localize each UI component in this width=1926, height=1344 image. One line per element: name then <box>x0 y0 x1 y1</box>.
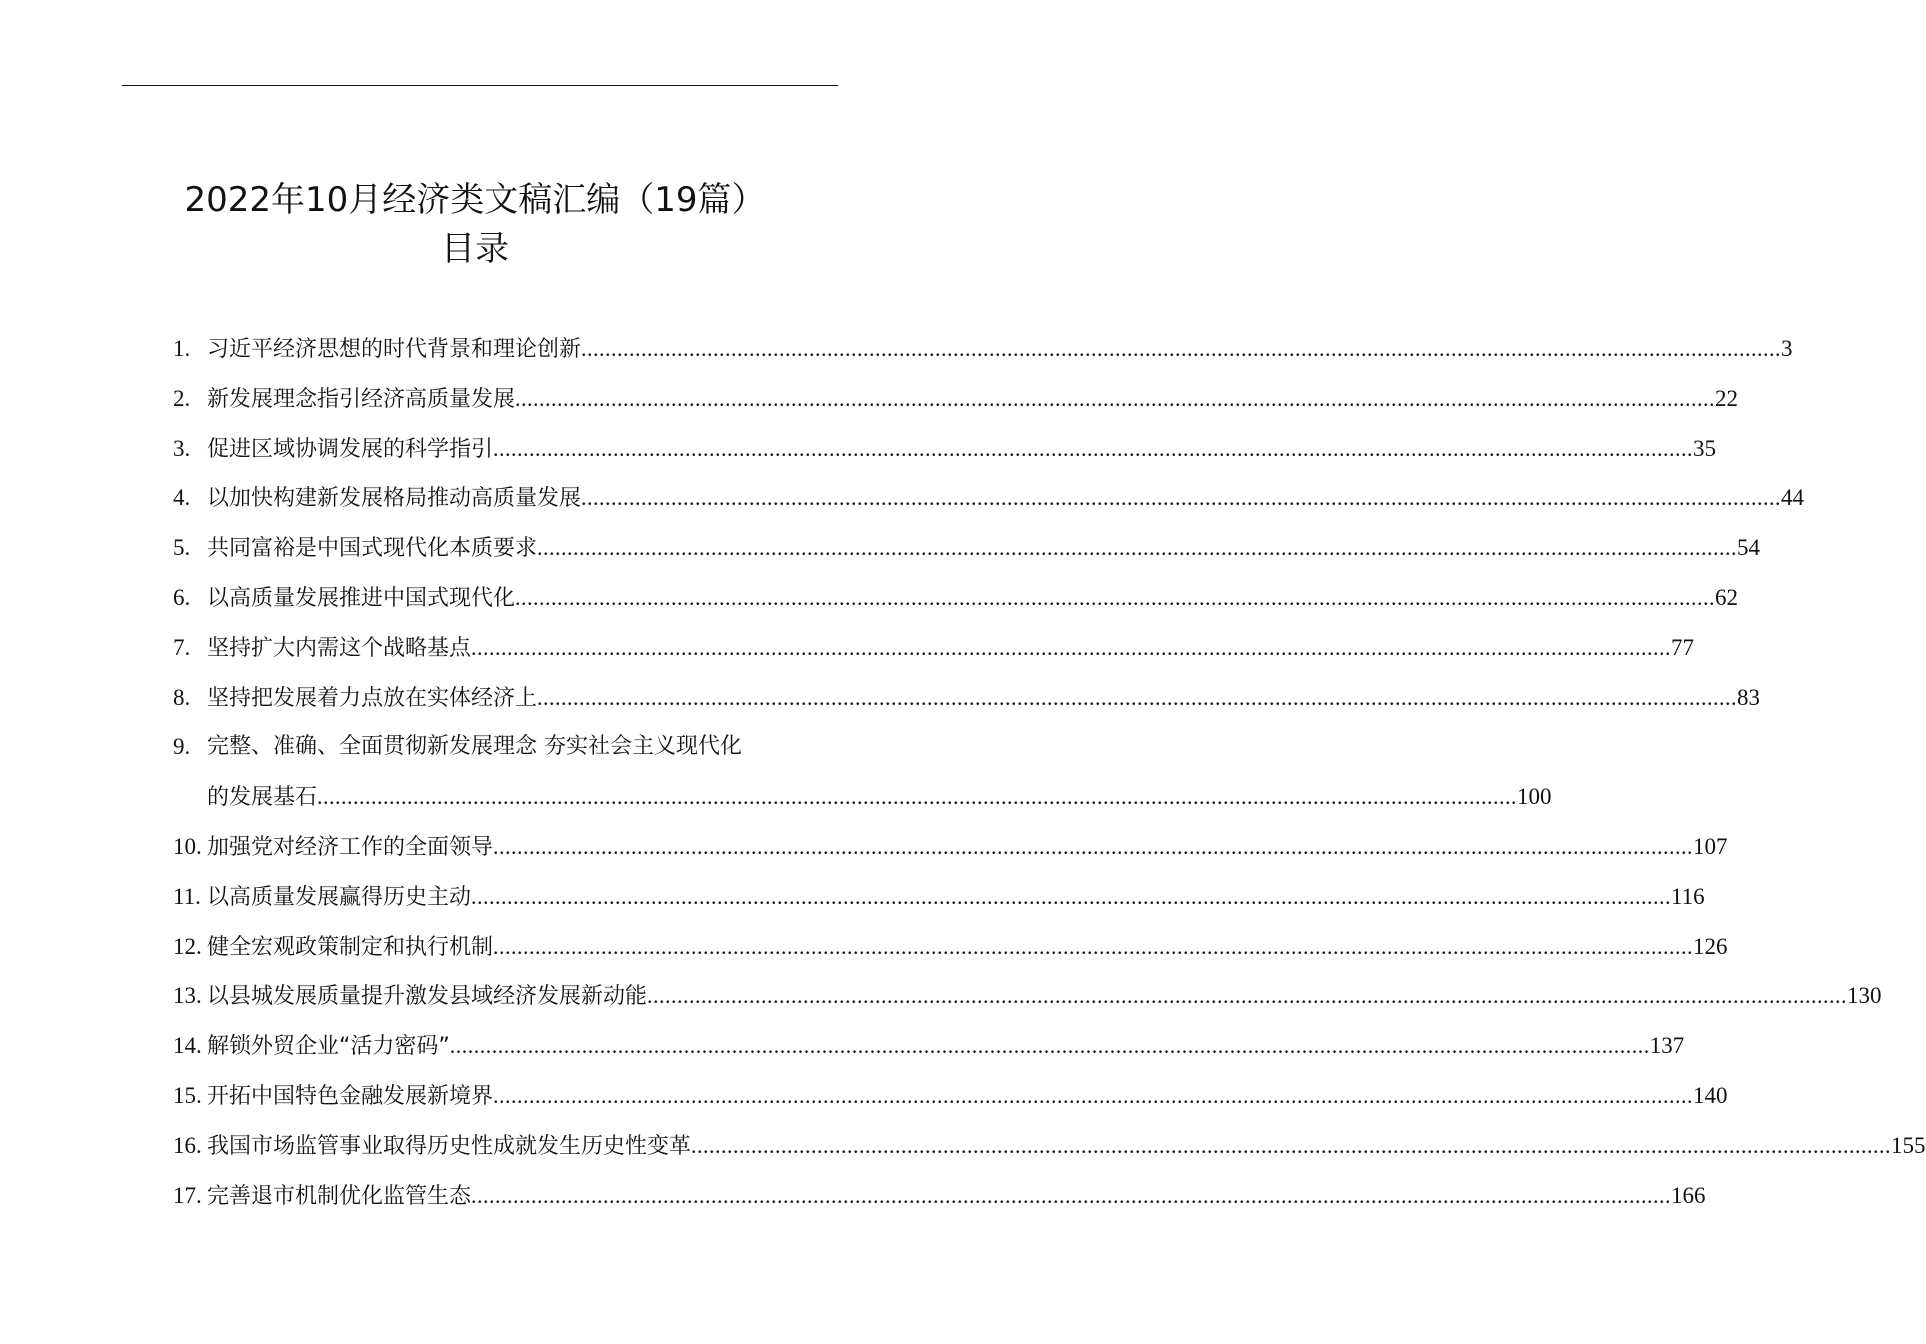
toc-entry[interactable] <box>173 681 1761 715</box>
toc-entry-number: 5. <box>173 535 191 561</box>
toc-entry[interactable] <box>173 382 1739 416</box>
toc-entry-number: 13. <box>173 983 202 1009</box>
toc-entry-title: 加强党对经济工作的全面领导 <box>207 835 494 860</box>
toc-entry-title: 的发展基石 <box>207 785 318 811</box>
toc-leader-dots: ........................................................................................................................................................................................................ <box>537 535 1738 561</box>
toc-entry-title: 共同富裕是中国式现代化本质要求 <box>207 536 538 562</box>
toc-leader-dots: ........................................................................................................................................................................................................ <box>493 435 1694 461</box>
toc-entry[interactable] <box>173 1179 1706 1213</box>
toc-leader-dots: ........................................................................................................................................................................................................ <box>449 1033 1650 1059</box>
toc-leader-dots: ........................................................................................................................................................................................................ <box>515 585 1716 610</box>
toc-entry-number: 8. <box>173 684 191 710</box>
toc-entry-page: 107 <box>1693 834 1728 859</box>
toc-entry-page: 62 <box>1715 585 1739 610</box>
toc-entry-number: 16. <box>173 1132 202 1158</box>
toc-entry[interactable] <box>173 1029 1685 1063</box>
toc-entry-page: 22 <box>1715 385 1739 411</box>
toc-entry[interactable] <box>173 780 1552 814</box>
toc-entry[interactable] <box>173 830 1728 864</box>
toc-entry-page: 54 <box>1737 535 1761 561</box>
toc-leader-dots: ........................................................................................................................................................................................................ <box>493 1083 1694 1108</box>
toc-entry-title: 完善退市机制优化监管生态 <box>207 1183 472 1209</box>
toc-entry-title: 以高质量发展推进中国式现代化 <box>207 586 516 611</box>
toc-entry-number: 15. <box>173 1083 202 1108</box>
toc-entry[interactable] <box>173 531 1761 565</box>
toc-entry[interactable] <box>173 1129 1926 1163</box>
toc-leader-dots: ........................................................................................................................................................................................................ <box>515 385 1716 411</box>
toc-entry-number: 3. <box>173 435 191 461</box>
toc-entry-title: 坚持扩大内需这个战略基点 <box>207 635 472 661</box>
toc-entry-title: 以高质量发展赢得历史主动 <box>207 884 472 910</box>
toc-entry-number: 2. <box>173 385 191 411</box>
toc-entry-number: 6. <box>173 585 191 610</box>
toc-entry-page: 126 <box>1693 933 1728 959</box>
toc-entry-number: 17. <box>173 1182 202 1208</box>
toc-leader-dots: ........................................................................................................................................................................................................ <box>647 983 1848 1009</box>
toc-entry-page: 155 <box>1891 1132 1926 1158</box>
toc-leader-dots: ........................................................................................................................................................................................................ <box>691 1132 1892 1158</box>
toc-leader-dots: ........................................................................................................................................................................................................ <box>581 485 1782 511</box>
toc-entry-page: 35 <box>1693 435 1717 461</box>
toc-entry[interactable] <box>173 631 1695 665</box>
toc-entry-number: 7. <box>173 634 191 660</box>
toc-entry-page: 100 <box>1517 784 1552 810</box>
document-title: 2022年10月经济类文稿汇编（19篇） <box>184 180 766 220</box>
toc-entry-page: 116 <box>1671 883 1705 909</box>
toc-entry[interactable] <box>173 979 1882 1013</box>
toc-entry-number: 1. <box>173 336 191 361</box>
toc-entry-title: 完整、准确、全面贯彻新发展理念 夯实社会主义现代化 <box>207 734 742 760</box>
toc-entry-title: 解锁外贸企业“活力密码” <box>207 1034 450 1060</box>
toc-entry-title: 健全宏观政策制定和执行机制 <box>207 934 494 960</box>
toc-entry-page: 166 <box>1671 1182 1706 1208</box>
toc-entry[interactable] <box>173 432 1717 466</box>
toc-entry-page: 130 <box>1847 983 1882 1009</box>
toc-entry-page: 44 <box>1781 485 1805 511</box>
toc-entry-title: 以县城发展质量提升激发县域经济发展新动能 <box>207 984 648 1010</box>
toc-entry-number: 12. <box>173 933 202 959</box>
toc-entry-number: 4. <box>173 485 191 511</box>
toc-entry[interactable] <box>173 1079 1728 1113</box>
toc-leader-dots: ........................................................................................................................................................................................................ <box>317 784 1518 810</box>
toc-entry[interactable] <box>173 930 1728 964</box>
toc-entry-page: 77 <box>1671 634 1695 660</box>
toc-heading: 目录 <box>441 229 509 269</box>
toc-entry-page: 83 <box>1737 684 1761 710</box>
toc-entry[interactable] <box>173 481 1805 515</box>
toc-entry-title: 新发展理念指引经济高质量发展 <box>207 386 516 412</box>
toc-entry-title: 促进区域协调发展的科学指引 <box>207 436 494 462</box>
toc-entry-title: 以加快构建新发展格局推动高质量发展 <box>207 486 582 512</box>
toc-entry-title: 我国市场监管事业取得历史性成就发生历史性变革 <box>207 1133 692 1159</box>
toc-leader-dots: ........................................................................................................................................................................................................ <box>537 684 1738 710</box>
toc-leader-dots: ........................................................................................................................................................................................................ <box>471 634 1672 660</box>
toc-entry-number: 14. <box>173 1033 202 1059</box>
toc-leader-dots: ........................................................................................................................................................................................................ <box>471 883 1672 909</box>
toc-entry[interactable] <box>173 880 1705 914</box>
toc-entry-page: 137 <box>1649 1033 1685 1059</box>
toc-entry-number: 10. <box>173 834 202 859</box>
toc-entry[interactable] <box>173 581 1739 615</box>
toc-leader-dots: ........................................................................................................................................................................................................ <box>471 1182 1672 1208</box>
toc-leader-dots: ........................................................................................................................................................................................................ <box>493 834 1694 859</box>
toc-entry-title: 开拓中国特色金融发展新境界 <box>207 1084 494 1109</box>
toc-entry-title: 习近平经济思想的时代背景和理论创新 <box>207 337 582 362</box>
toc-leader-dots: ........................................................................................................................................................................................................ <box>581 336 1782 361</box>
toc-entry-page: 3 <box>1781 336 1793 361</box>
toc-entry[interactable] <box>173 332 1793 366</box>
toc-leader-dots: ........................................................................................................................................................................................................ <box>493 933 1694 959</box>
toc-entry-title: 坚持把发展着力点放在实体经济上 <box>207 685 538 711</box>
toc-entry-number: 11. <box>173 883 201 909</box>
header-rule <box>122 85 838 86</box>
toc-entry-number: 9. <box>173 734 191 760</box>
toc-entry[interactable] <box>173 730 833 764</box>
toc-entry-page: 140 <box>1693 1083 1728 1108</box>
